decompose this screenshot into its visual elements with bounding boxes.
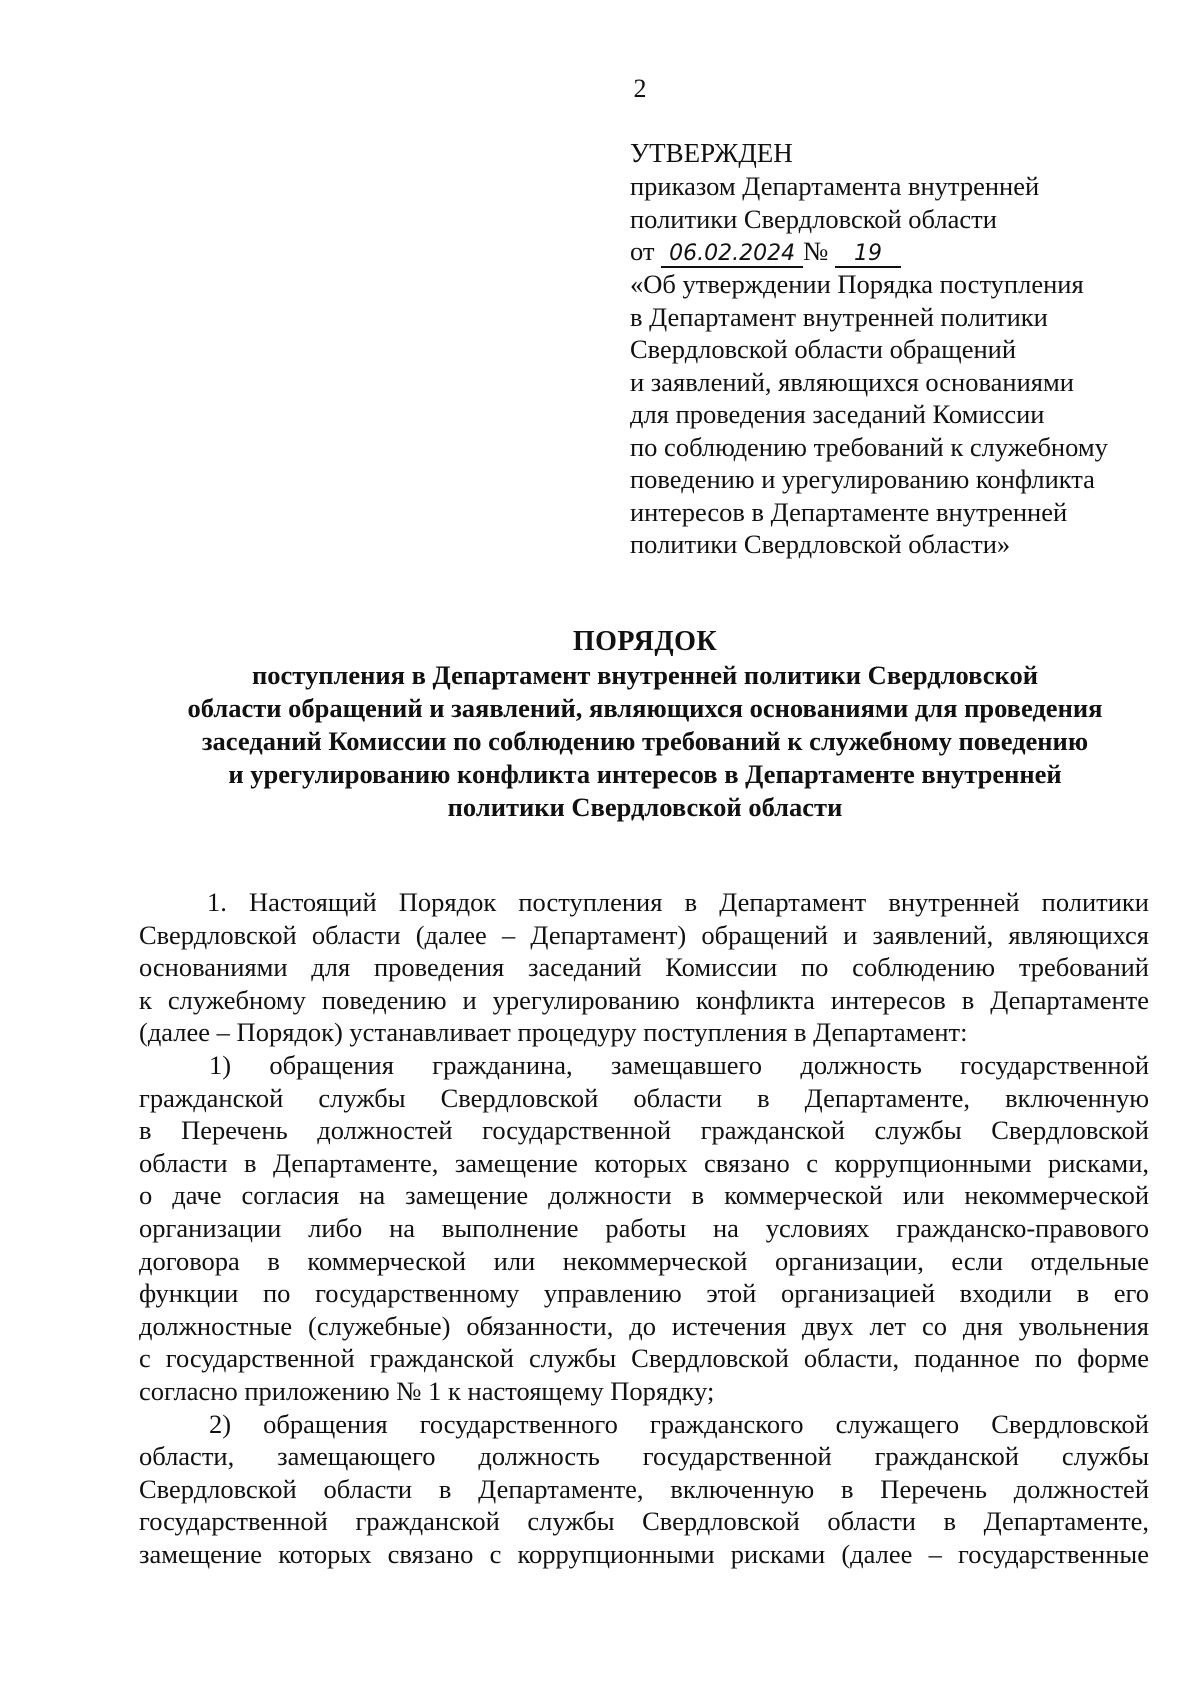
body-line: 2) обращения государственного гражданского служащего Свердловской <box>209 1408 1149 1439</box>
body-line: области в Департаменте, замещение которых связано с коррупционными рисками, <box>139 1147 1149 1178</box>
page-number: 2 <box>633 74 647 103</box>
order-title-line: Свердловской области обращений <box>630 334 1017 364</box>
subtitle-line: заседаний Комиссии по соблюдению требований к служебному поведению <box>201 726 1089 756</box>
document-subtitle <box>120 659 1170 824</box>
approval-stamp-block <box>630 136 1150 561</box>
order-title-line: и заявлений, являющихся основаниями <box>630 366 1074 397</box>
document-body <box>139 886 1149 1570</box>
subtitle-line: политики Свердловской области <box>447 792 843 822</box>
approval-date-number-line <box>630 235 1150 268</box>
body-line: области, замещающего должность государственной гражданской службы <box>139 1441 1149 1472</box>
from-label: от <box>630 236 655 266</box>
body-line: основаниями для проведения заседаний Комиссии по соблюдению требований <box>139 952 1149 983</box>
document-title: ПОРЯДОК <box>572 626 718 657</box>
body-line: организации либо на выполнение работы на условиях гражданско-правового <box>139 1212 1149 1243</box>
paragraph-3 <box>139 1408 1149 1571</box>
order-title-line: «Об утверждении Порядка поступления <box>630 269 1084 299</box>
body-line: с государственной гражданской службы Свердловской области, поданное по форме <box>139 1343 1149 1374</box>
approved-heading: УТВЕРЖДЕН <box>630 138 793 168</box>
body-line: замещение которых связано с коррупционными рисками (далее – государственные <box>139 1538 1149 1569</box>
approval-line: приказом Департамента внутренней <box>630 171 1040 201</box>
number-label: № <box>803 236 829 266</box>
subtitle-line: поступления в Департамент внутренней политики Свердловской <box>252 660 1038 690</box>
body-line: Свердловской области (далее – Департамент) обращений и заявлений, являющихся <box>139 919 1149 950</box>
order-title-line: в Департамент внутренней политики <box>630 301 1048 332</box>
body-line: гражданской службы Свердловской области в Департаменте, включенную <box>139 1082 1149 1113</box>
body-line: договора в коммерческой или некоммерческой организации, если отдельные <box>139 1245 1149 1276</box>
body-line: государственной гражданской службы Свердловской области в Департаменте, <box>139 1506 1149 1537</box>
order-title-line: поведению и урегулированию конфликта <box>630 464 1095 494</box>
paragraph-2 <box>139 1049 1149 1408</box>
body-line: о даче согласия на замещение должности в коммерческой или некоммерческой <box>139 1180 1149 1211</box>
order-title-line: интересов в Департаменте внутренней <box>630 496 1068 527</box>
handwritten-number: 19 <box>835 242 901 268</box>
document-title-block <box>120 625 1170 824</box>
body-line: к служебному поведению и урегулированию конфликта интересов в Департаменте <box>139 984 1149 1015</box>
body-line: Свердловской области в Департаменте, включенную в Перечень должностей <box>139 1473 1149 1504</box>
body-line: в Перечень должностей государственной гражданской службы Свердловской <box>139 1115 1149 1146</box>
paragraph-1 <box>139 886 1149 1049</box>
subtitle-line: области обращений и заявлений, являющихся основаниями для проведения <box>187 693 1103 723</box>
body-line: должностные (служебные) обязанности, до истечения двух лет со дня увольнения <box>139 1310 1149 1341</box>
body-line: (далее – Порядок) устанавливает процедуру поступления в Департамент: <box>139 1017 968 1048</box>
order-title-line: политики Свердловской области» <box>630 529 1011 559</box>
order-title-line: по соблюдению требований к служебному <box>630 431 1108 462</box>
body-line: 1) обращения гражданина, замещавшего должность государственной <box>209 1049 1149 1080</box>
body-line: 1. Настоящий Порядок поступления в Департамент внутренней политики <box>207 887 1149 917</box>
order-title-line: для проведения заседаний Комиссии <box>630 399 1045 429</box>
approval-line: политики Свердловской области <box>630 203 997 234</box>
body-line: согласно приложению № 1 к настоящему Порядку; <box>139 1375 715 1406</box>
body-line: функции по государственному управлению этой организацией входили в его <box>139 1278 1149 1309</box>
subtitle-line: и урегулированию конфликта интересов в Департаменте внутренней <box>228 759 1062 789</box>
handwritten-date: 06.02.2024 <box>661 242 803 268</box>
